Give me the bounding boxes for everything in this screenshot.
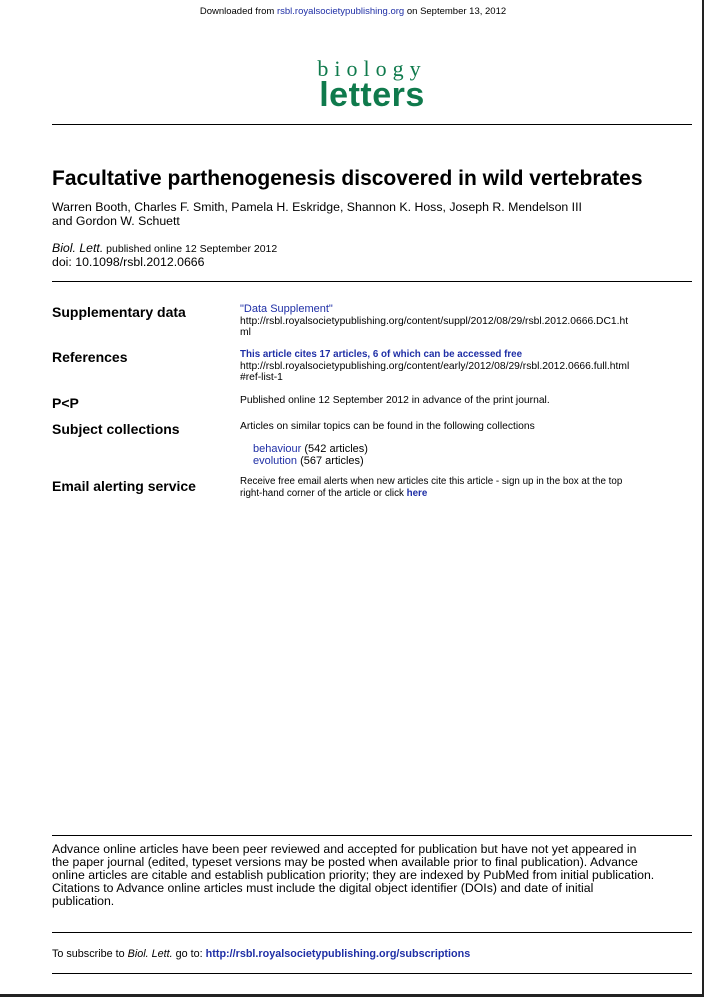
collection-evolution-count: (567 articles)	[297, 455, 364, 467]
collection-item	[253, 443, 368, 455]
notice-line-1: Advance online articles have been peer reviewed and accepted for publication but have not yet appeared in	[52, 842, 637, 856]
divider-subscribe	[52, 932, 692, 933]
authors-line-1: Warren Booth, Charles F. Smith, Pamela H. Eskridge, Shannon K. Hoss, Joseph R. Mendelson III	[52, 200, 582, 214]
supplementary-label: Supplementary data	[52, 304, 186, 320]
data-supplement-link[interactable]: "Data Supplement"	[240, 303, 333, 315]
notice-line-5: publication.	[52, 894, 115, 908]
article-authors	[52, 201, 692, 228]
download-suffix: on September 13, 2012	[404, 6, 507, 17]
notice-line-2: the paper journal (edited, typeset versions may be posted when available prior to final publication). Advance	[52, 855, 638, 869]
email-alert-text	[240, 476, 695, 499]
email-alert-here-link[interactable]: here	[406, 487, 428, 499]
references-value	[240, 349, 695, 384]
collection-behaviour-link[interactable]: behaviour	[253, 443, 302, 455]
supplementary-value	[240, 304, 695, 339]
article-doi: doi: 10.1098/rsbl.2012.0666	[52, 255, 205, 269]
plp-label: P<P	[52, 395, 79, 411]
journal-name: Biol. Lett.	[52, 241, 104, 255]
subscribe-journal: Biol. Lett.	[127, 948, 173, 960]
collection-behaviour-count: (542 articles)	[301, 443, 368, 455]
supplementary-url-line-2: ml	[240, 327, 251, 338]
email-alert-line-1: Receive free email alerts when new articles cite this article - sign up in the box at the top	[240, 476, 623, 487]
references-free-link[interactable]: This article cites 17 articles, 6 of which can be accessed free	[240, 349, 523, 360]
notice-line-3: online articles are citable and establish publication priority; they are indexed by PubMed from initial publication.	[52, 868, 655, 882]
subscriptions-link[interactable]: http://rsbl.royalsocietypublishing.org/subscriptions	[205, 948, 471, 960]
journal-citation	[52, 241, 277, 255]
divider-bottom	[52, 973, 692, 974]
references-url-line-1: http://rsbl.royalsocietypublishing.org/content/early/2012/08/29/rsbl.2012.0666.full.html	[240, 360, 630, 372]
divider-top	[52, 124, 692, 125]
journal-logo-biology: biology	[317, 56, 427, 81]
subject-collection-list	[253, 443, 368, 467]
plp-text: Published online 12 September 2012 in advance of the print journal.	[240, 395, 550, 406]
subject-collections-label: Subject collections	[52, 421, 180, 437]
email-alert-line-2: right-hand corner of the article or click	[240, 487, 407, 499]
download-notice	[0, 6, 706, 17]
email-alert-label: Email alerting service	[52, 478, 196, 494]
advance-online-notice	[52, 843, 697, 908]
divider-header	[52, 281, 692, 282]
divider-notice	[52, 835, 692, 836]
supplementary-url-line-1: http://rsbl.royalsocietypublishing.org/content/suppl/2012/08/29/rsbl.2012.0666.DC1.ht	[240, 315, 629, 327]
notice-line-4: Citations to Advance online articles must include the digital object identifier (DOIs) and date of initial	[52, 881, 594, 895]
collection-item	[253, 455, 368, 467]
article-title: Facultative parthenogenesis discovered in wild vertebrates	[52, 167, 643, 190]
subject-collections-text: Articles on similar topics can be found in the following collections	[240, 421, 535, 432]
download-site-link[interactable]: rsbl.royalsocietypublishing.org	[276, 6, 405, 17]
journal-logo-letters: letters	[319, 76, 425, 114]
collection-evolution-link[interactable]: evolution	[253, 455, 298, 467]
subscribe-middle: go to:	[172, 948, 206, 960]
references-url-line-2: #ref-list-1	[240, 372, 283, 383]
authors-line-2: and Gordon W. Schuett	[52, 213, 180, 228]
references-label: References	[52, 349, 128, 365]
published-date: published online 12 September 2012	[103, 243, 278, 255]
subscribe-prefix: To subscribe to	[52, 948, 128, 960]
subscribe-line	[52, 948, 470, 960]
download-prefix: Downloaded from	[199, 6, 277, 17]
